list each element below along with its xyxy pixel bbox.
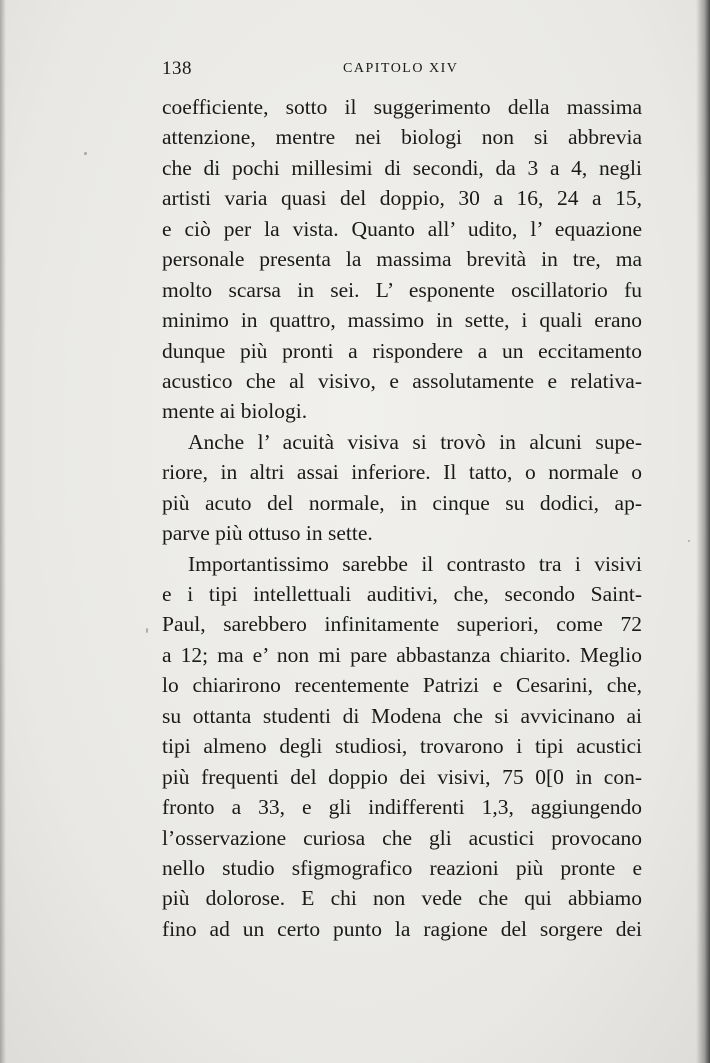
text-line: più frequenti del doppio dei visivi, 75 0[0 in con- [162, 764, 642, 789]
text-line: l’osservazione curiosa che gli acustici provocano [162, 825, 642, 850]
text-line: a 12; ma e’ non mi pare abbastanza chiarito. Meglio [162, 642, 642, 667]
text-line: e ciò per la vista. Quanto all’ udito, l’ equazione [162, 216, 642, 241]
page-number: 138 [162, 58, 192, 79]
text-line: lo chiarirono recentemente Patrizi e Cesarini, che, [162, 673, 642, 698]
text-line: mente ai biologi. [162, 399, 308, 424]
paper-speck [84, 152, 87, 155]
text-line: fronto a 33, e gli indifferenti 1,3, aggiungendo [162, 795, 642, 820]
text-line: dunque più pronti a rispondere a un eccitamento [162, 338, 642, 363]
text-line: molto scarsa in sei. L’ esponente oscillatorio fu [162, 277, 642, 302]
text-line: Importantissimo sarebbe il contrasto tra i visivi [188, 551, 642, 576]
page-right-shadow [696, 0, 710, 1063]
text-line: riore, in altri assai inferiore. Il tatto, o normale o [162, 460, 642, 485]
text-line: acustico che al visivo, e assolutamente e relativa- [162, 368, 642, 393]
text-line: Anche l’ acuità visiva si trovò in alcuni supe- [188, 429, 642, 454]
paper-speck [688, 540, 690, 542]
text-line: e i tipi intellettuali auditivi, che, secondo Saint- [162, 582, 642, 606]
text-line: più dolorose. E chi non vede che qui abbiamo [162, 886, 642, 911]
body-text [162, 92, 642, 944]
text-line: parve più ottuso in sette. [162, 521, 373, 546]
paper-speck [146, 628, 148, 633]
text-line: che di pochi millesimi di secondi, da 3 a 4, negli [162, 155, 642, 180]
text-line: tipi almeno degli studiosi, trovarono i tipi acustici [162, 734, 642, 759]
text-line: minimo in quattro, massimo in sette, i quali erano [162, 308, 642, 333]
running-head: CAPITOLO XIV [343, 61, 459, 76]
page-left-shadow [0, 0, 6, 1063]
text-line: nello studio sfigmografico reazioni più pronte e [162, 855, 642, 880]
text-line: fino ad un certo punto la ragione del sorgere dei [162, 916, 642, 941]
text-line: su ottanta studenti di Modena che si avvicinano ai [162, 703, 642, 728]
text-line: personale presenta la massima brevità in tre, ma [162, 247, 642, 272]
text-line: attenzione, mentre nei biologi non si abbrevia [162, 125, 642, 150]
text-line: più acuto del normale, in cinque su dodici, ap- [162, 490, 642, 515]
text-line: coefficiente, sotto il suggerimento della massima [162, 95, 642, 119]
text-line: Paul, sarebbero infinitamente superiori, come 72 [162, 612, 642, 637]
page-header [162, 58, 642, 82]
text-line: artisti varia quasi del doppio, 30 a 16, 24 a 15, [162, 186, 642, 211]
